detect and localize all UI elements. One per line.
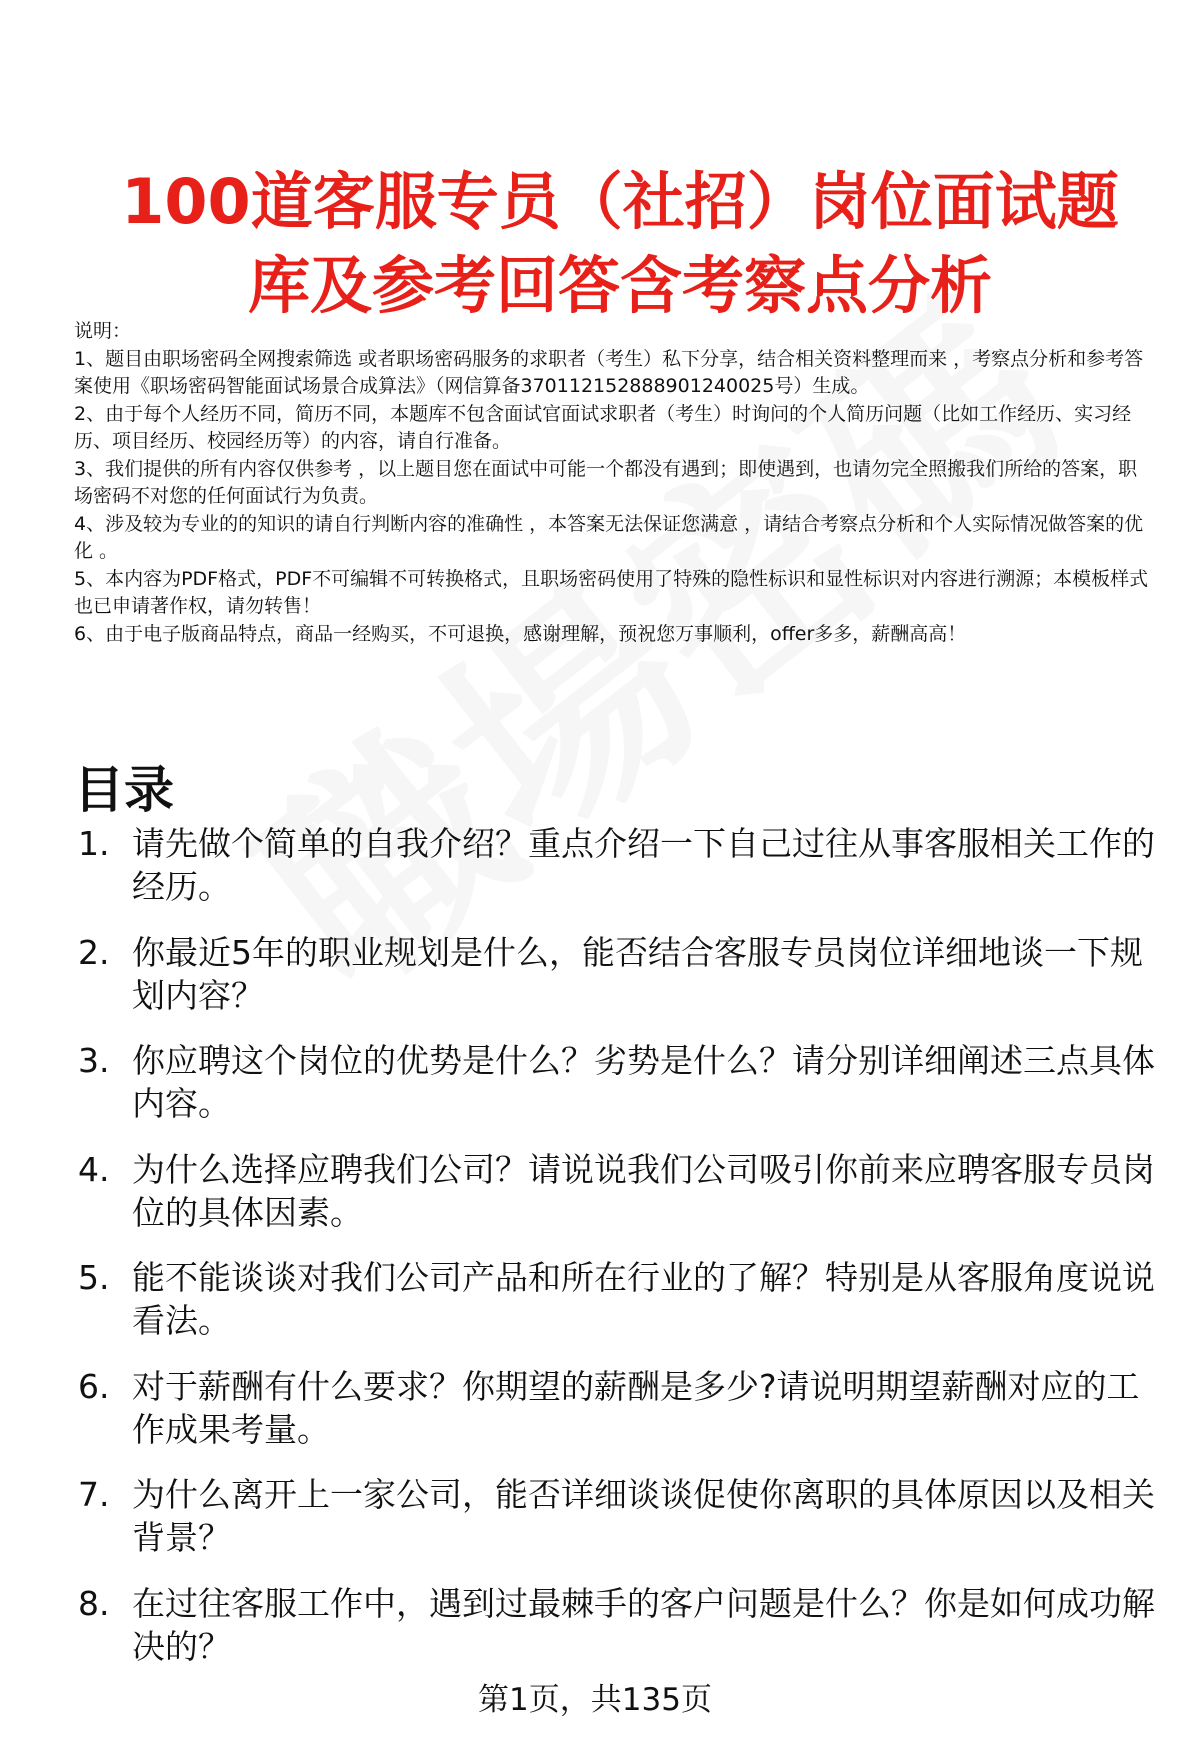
toc-item[interactable] — [74, 1256, 1164, 1342]
toc-item[interactable] — [74, 1473, 1164, 1559]
instruction-item-1: 1、题目由职场密码全网搜索筛选 或者职场密码服务的求职者（考生）私下分享，结合相关资料整理而来 ，考察点分析和参考答案使用《职场密码智能面试场景合成算法》（网信算备370112152888901240025号）生成。 — [74, 347, 1144, 397]
toc-item-text: 请先做个简单的自我介绍？重点介绍一下自己过往从事客服相关工作的经历。 — [132, 824, 1155, 906]
instruction-item-3: 3、我们提供的所有内容仅供参考 ，以上题目您在面试中可能一个都没有遇到；即使遇到，也请勿完全照搬我们所给的答案，职场密码不对您的任何面试行为负责。 — [74, 457, 1138, 507]
toc-item-text: 能不能谈谈对我们公司产品和所在行业的了解？特别是从客服角度说说看法。 — [132, 1258, 1155, 1340]
toc-heading: 目录 — [74, 760, 174, 819]
instruction-item-5: 5、本内容为PDF格式，PDF不可编辑不可转换格式，且职场密码使用了特殊的隐性标识和显性标识对内容进行溯源；本模板样式也已申请著作权，请勿转售！ — [74, 567, 1149, 617]
page-footer: 第1页，共135页 — [478, 1682, 712, 1718]
toc-item-text: 为什么离开上一家公司，能否详细谈谈促使你离职的具体原因以及相关背景？ — [132, 1475, 1155, 1557]
toc-item[interactable] — [74, 1148, 1164, 1234]
toc-item-number: 3. — [78, 1041, 110, 1080]
toc-item-text: 你应聘这个岗位的优势是什么？劣势是什么？请分别详细阐述三点具体内容。 — [132, 1041, 1155, 1123]
toc-item-text: 在过往客服工作中，遇到过最棘手的客户问题是什么？你是如何成功解决的？ — [132, 1583, 1155, 1666]
toc-item[interactable] — [74, 1365, 1164, 1451]
toc-item-number: 4. — [78, 1149, 110, 1189]
instruction-item-6: 6、由于电子版商品特点，商品一经购买，不可退换，感谢理解，预祝您万事顺利，offer多多，薪酬高高！ — [74, 622, 967, 645]
toc-list — [74, 822, 1164, 1690]
instruction-item-2: 2、由于每个人经历不同，简历不同，本题库不包含面试官面试求职者（考生）时询问的个人简历问题（比如工作经历、实习经历、项目经历、校园经历等）的内容，请自行准备。 — [74, 402, 1132, 452]
toc-item-number: 1. — [78, 824, 110, 863]
instructions-heading: 说明： — [74, 320, 132, 342]
document-title — [70, 160, 1170, 328]
instruction-item-4: 4、涉及较为专业的的知识的请自行判断内容的准确性 ，本答案无法保证您满意 ，请结合考察点分析和个人实际情况做答案的优化 。 — [74, 512, 1144, 562]
toc-item[interactable] — [74, 1039, 1164, 1125]
toc-item-number: 6. — [78, 1366, 110, 1406]
toc-item-number: 5. — [78, 1258, 110, 1297]
toc-item[interactable] — [74, 931, 1164, 1017]
toc-item[interactable] — [74, 1582, 1164, 1668]
title-line-1: 100道客服专员（社招）岗位面试题 — [121, 164, 1119, 238]
toc-item-text: 你最近5年的职业规划是什么，能否结合客服专员岗位详细地谈一下规划内容？ — [132, 932, 1143, 1015]
title-line-2: 库及参考回答含考察点分析 — [247, 248, 992, 322]
toc-item-number: 7. — [78, 1475, 110, 1514]
toc-item[interactable] — [74, 822, 1164, 908]
toc-item-text: 为什么选择应聘我们公司？请说说我们公司吸引你前来应聘客服专员岗位的具体因素。 — [132, 1149, 1155, 1232]
toc-item-number: 2. — [78, 932, 110, 972]
instructions-section — [74, 318, 1152, 648]
toc-item-text: 对于薪酬有什么要求？你期望的薪酬是多少?请说明期望薪酬对应的工作成果考量。 — [132, 1366, 1140, 1449]
toc-item-number: 8. — [78, 1583, 110, 1623]
